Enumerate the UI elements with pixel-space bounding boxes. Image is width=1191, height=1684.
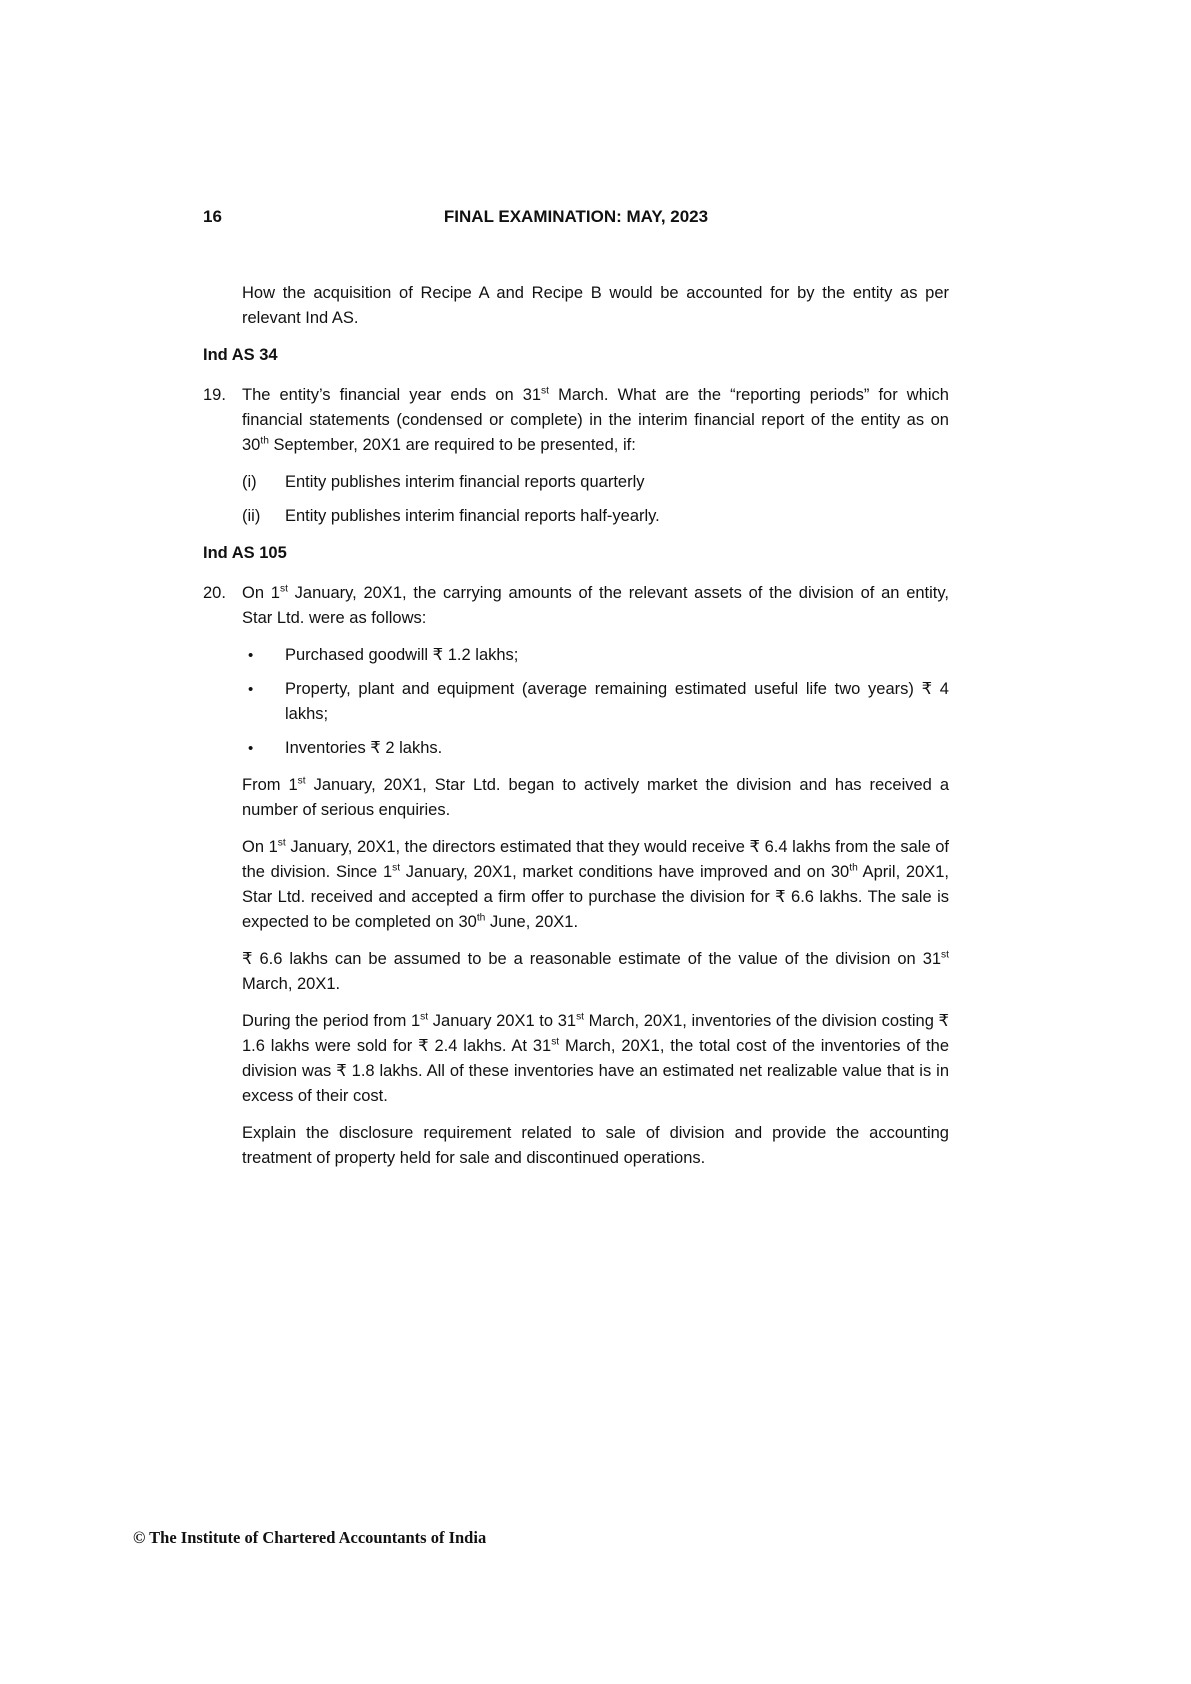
bullet-item-ppe-text: Property, plant and equipment (average remaining estimated useful life two years) ₹ 4 lakhs; bbox=[285, 680, 949, 723]
intro-paragraph: How the acquisition of Recipe A and Recipe B would be accounted for by the entity as per relevant Ind AS. bbox=[242, 284, 949, 327]
question-20-paragraph-1: From 1st January, 20X1, Star Ltd. began to actively market the division and has received a number of serious enquiries. bbox=[242, 775, 949, 819]
question-20-intro: On 1st January, 20X1, the carrying amounts of the relevant assets of the division of an entity, Star Ltd. were as follows: bbox=[242, 583, 949, 627]
bullet-item-goodwill-text: Purchased goodwill ₹ 1.2 lakhs; bbox=[285, 646, 519, 664]
bullet-item-inventories bbox=[242, 736, 949, 761]
page-number: 16 bbox=[203, 207, 222, 226]
question-19 bbox=[203, 383, 949, 458]
bullet-item-ppe bbox=[242, 677, 949, 727]
question-20-paragraph-4: During the period from 1st January 20X1 to 31st March, 20X1, inventories of the division costing ₹ 1.6 lakhs were sold for ₹ 2.4 lakhs. At 31st March, 20X1, the total cost of the inventories of the division was ₹ 1.8 lakhs. All of these inventories have an estimated net realizable value that is in excess of their cost. bbox=[242, 1011, 950, 1105]
bullet-icon: • bbox=[248, 647, 254, 664]
header-title: FINAL EXAMINATION: MAY, 2023 bbox=[443, 207, 709, 226]
footer-copyright: © The Institute of Chartered Accountants of India bbox=[133, 1528, 487, 1547]
section-heading-ind-as-105: Ind AS 105 bbox=[203, 544, 287, 562]
bullet-item-goodwill bbox=[242, 643, 949, 668]
question-20-paragraph-3: ₹ 6.6 lakhs can be assumed to be a reasonable estimate of the value of the division on 31st March, 20X1. bbox=[242, 949, 949, 993]
question-19-text: The entity’s financial year ends on 31st March. What are the “reporting periods” for which financial statements (condensed or complete) in the interim financial report of the entity as on 30th September, 20X1 are required to be presented, if: bbox=[242, 385, 949, 454]
question-19-number: 19. bbox=[203, 386, 226, 404]
question-20 bbox=[203, 581, 949, 631]
bullet-icon: • bbox=[248, 740, 254, 757]
question-20-paragraph-5: Explain the disclosure requirement related to sale of division and provide the accounting treatment of property held for sale and discontinued operations. bbox=[242, 1124, 949, 1167]
page-header bbox=[203, 204, 949, 229]
list-item-i-label: (i) bbox=[242, 473, 257, 491]
list-item-i-text: Entity publishes interim financial reports quarterly bbox=[285, 473, 645, 491]
document-content bbox=[203, 204, 949, 1183]
section-heading-ind-as-34: Ind AS 34 bbox=[203, 346, 278, 364]
list-item-ii-label: (ii) bbox=[242, 507, 261, 525]
bullet-icon: • bbox=[248, 681, 254, 698]
list-item-ii-text: Entity publishes interim financial reports half-yearly. bbox=[285, 507, 660, 525]
list-item-i bbox=[242, 470, 949, 495]
bullet-item-inventories-text: Inventories ₹ 2 lakhs. bbox=[285, 739, 443, 757]
question-20-number: 20. bbox=[203, 584, 226, 602]
question-20-paragraph-2: On 1st January, 20X1, the directors estimated that they would receive ₹ 6.4 lakhs from the sale of the division. Since 1st January, 20X1, market conditions have improved and on 30th April, 20X1, Star Ltd. received and accepted a firm offer to purchase the division for ₹ 6.6 lakhs. The sale is expected to be completed on 30th June, 20X1. bbox=[242, 837, 949, 931]
list-item-ii bbox=[242, 504, 949, 529]
